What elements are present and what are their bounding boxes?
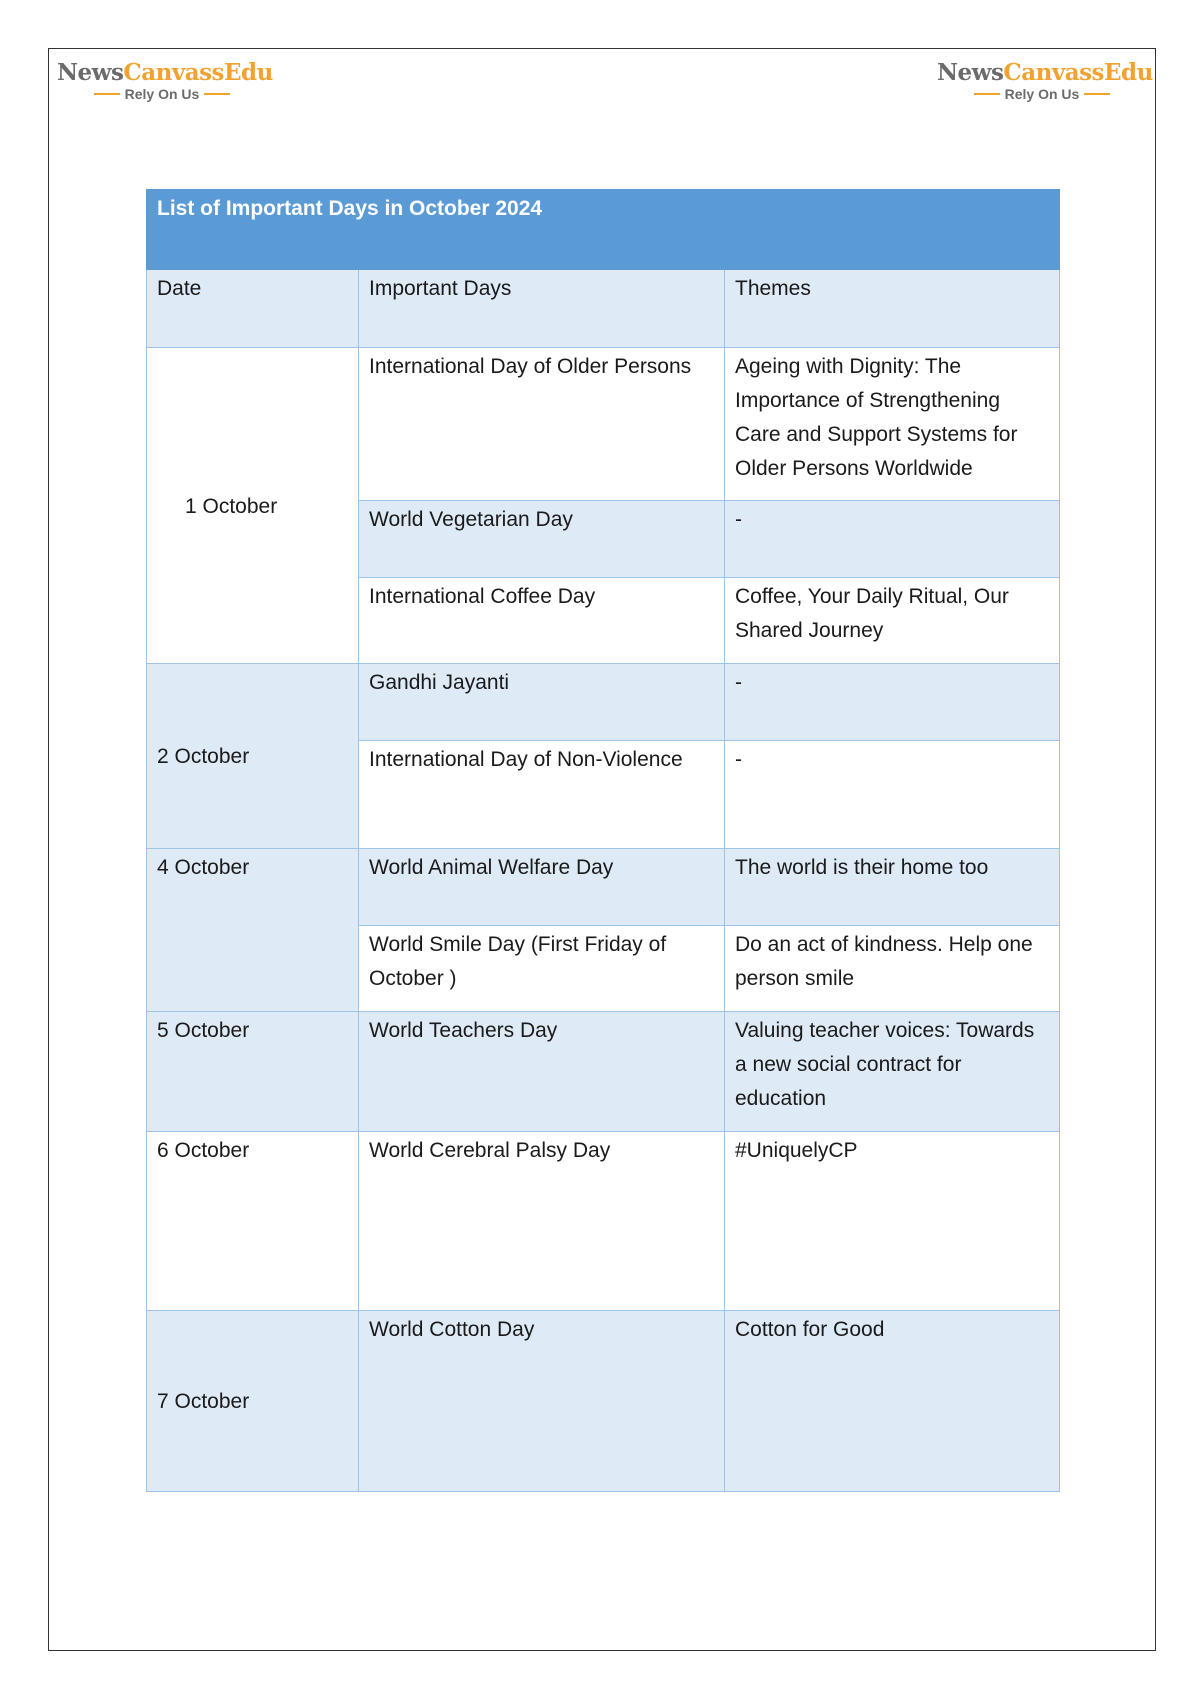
day-cell: World Cotton Day [359, 1311, 725, 1492]
table-row [147, 1012, 1060, 1132]
table-title: List of Important Days in October 2024 [147, 190, 1060, 270]
important-days-table [146, 189, 1060, 1492]
theme-cell: #UniquelyCP [725, 1132, 1060, 1311]
date-cell: 1 October [147, 348, 359, 664]
day-cell: International Coffee Day [359, 578, 725, 664]
tagline-dash-left [94, 93, 120, 95]
column-header-date: Date [147, 270, 359, 348]
day-cell: World Smile Day (First Friday of October ) [359, 926, 725, 1012]
table-title-row [147, 190, 1060, 270]
theme-cell: - [725, 664, 1060, 741]
day-cell: International Day of Non-Violence [359, 741, 725, 849]
table-row [147, 1132, 1060, 1311]
logo-news-text: News [57, 59, 124, 86]
logo-left [57, 59, 273, 102]
tagline-dash-right [204, 93, 230, 95]
tagline-dash-left [974, 93, 1000, 95]
table-header-row [147, 270, 1060, 348]
column-header-important-days: Important Days [359, 270, 725, 348]
table-row [147, 348, 1060, 501]
day-cell: World Teachers Day [359, 1012, 725, 1132]
date-cell: 5 October [147, 1012, 359, 1132]
logo-tagline [937, 86, 1147, 102]
theme-cell: Valuing teacher voices: Towards a new social contract for education [725, 1012, 1060, 1132]
day-cell: World Cerebral Palsy Day [359, 1132, 725, 1311]
logo-right [937, 59, 1153, 102]
date-cell: 7 October [147, 1311, 359, 1492]
tagline-dash-right [1084, 93, 1110, 95]
day-cell: International Day of Older Persons [359, 348, 725, 501]
logo-tagline [57, 86, 267, 102]
date-cell: 6 October [147, 1132, 359, 1311]
theme-cell: Ageing with Dignity: The Importance of Strengthening Care and Support Systems for Older Persons Worldwide [725, 348, 1060, 501]
date-cell: 4 October [147, 849, 359, 1012]
logo-brand [57, 59, 273, 86]
table-row [147, 664, 1060, 741]
date-cell: 2 October [147, 664, 359, 849]
theme-cell: The world is their home too [725, 849, 1060, 926]
day-cell: Gandhi Jayanti [359, 664, 725, 741]
tagline-text: Rely On Us [1004, 86, 1080, 102]
logo-canvass-text: CanvassEdu [1003, 59, 1153, 86]
logo-brand [937, 59, 1153, 86]
theme-cell: - [725, 501, 1060, 578]
logo-canvass-text: CanvassEdu [123, 59, 273, 86]
day-cell: World Vegetarian Day [359, 501, 725, 578]
table-row [147, 1311, 1060, 1492]
theme-cell: Cotton for Good [725, 1311, 1060, 1492]
theme-cell: Coffee, Your Daily Ritual, Our Shared Journey [725, 578, 1060, 664]
tagline-text: Rely On Us [124, 86, 200, 102]
day-cell: World Animal Welfare Day [359, 849, 725, 926]
table-row [147, 849, 1060, 926]
theme-cell: Do an act of kindness. Help one person smile [725, 926, 1060, 1012]
logo-news-text: News [937, 59, 1004, 86]
column-header-themes: Themes [725, 270, 1060, 348]
theme-cell: - [725, 741, 1060, 849]
